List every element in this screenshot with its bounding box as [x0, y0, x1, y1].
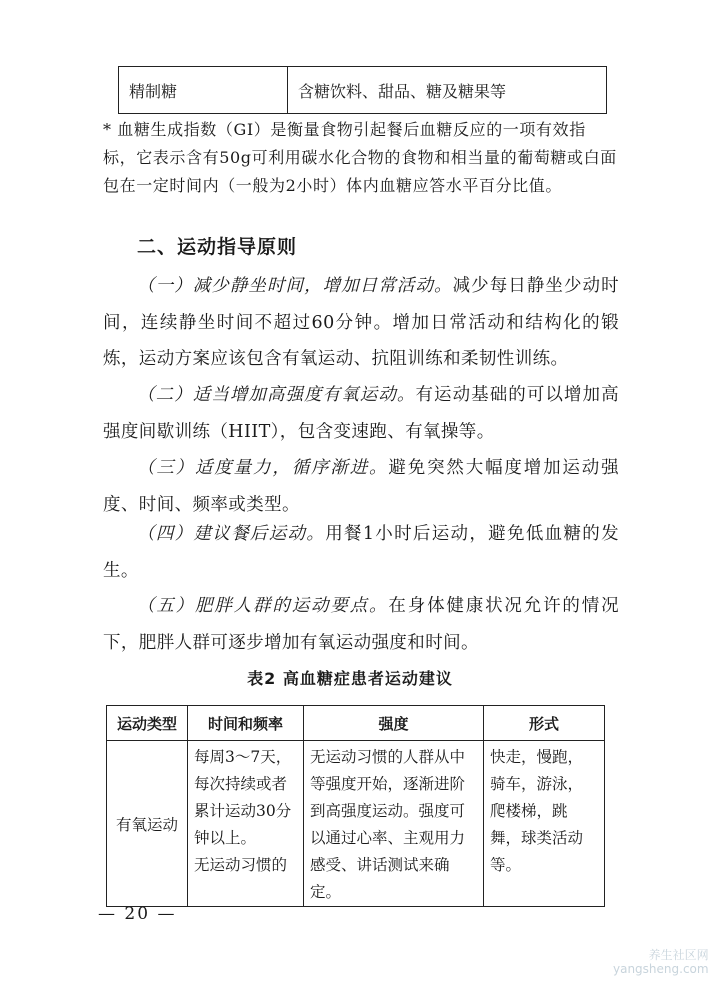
food-category-cell: 精制糖	[119, 67, 288, 114]
cell-time-text: 每周3～7天，每次持续或者累计运动30分钟以上。	[194, 748, 292, 847]
principle-lead: （二）适当增加高强度有氧运动。	[137, 385, 416, 405]
principle-body: 有运动基础的可以增加高强度间歇训练（HIIT），包含变速跑、有氧操等。	[103, 385, 620, 442]
watermark-line-1: 养生社区网	[648, 948, 709, 962]
cell-time	[188, 741, 304, 907]
cell-type: 有氧运动	[107, 741, 188, 907]
gi-footnote: * 血糖生成指数（GI）是衡量食物引起餐后血糖反应的一项有效指标，它表示含有50g可利用碳水化合物的食物和相当量的葡萄糖或白面包在一定时间内（一般为2小时）体内血糖应答水平百分比值。	[103, 120, 617, 195]
principle-lead: （三）适度量力，循序渐进。	[137, 458, 389, 478]
principle-lead: （四）建议餐后运动。	[137, 524, 326, 544]
principle-paragraph-5	[103, 588, 619, 661]
food-table-continuation	[118, 66, 607, 114]
table-row	[107, 741, 605, 907]
watermark-line-2: yangsheng.com	[613, 962, 709, 976]
table-title: 表2 高血糖症患者运动建议	[247, 669, 453, 688]
header-time: 时间和频率	[188, 706, 304, 741]
food-examples-cell: 含糖饮料、甜品、糖及糖果等	[288, 67, 607, 114]
header-intensity: 强度	[304, 706, 484, 741]
table-row	[119, 67, 607, 114]
principle-body: 减少每日静坐少动时间，连续静坐时间不超过60分钟。增加日常活动和结构化的锻炼，运动方案应该包含有氧运动、抗阻训练和柔韧性训练。	[103, 276, 619, 369]
principle-paragraph-3	[103, 450, 619, 523]
principle-body: 在身体健康状况允许的情况下，肥胖人群可逐步增加有氧运动强度和时间。	[103, 596, 619, 653]
page-number: — 20 —	[98, 904, 177, 924]
principle-lead: （五）肥胖人群的运动要点。	[137, 596, 389, 616]
cell-intensity: 无运动习惯的人群从中等强度开始，逐渐进阶到高强度运动。强度可以通过心率、主观用力感受、讲话测试来确定。	[304, 741, 484, 907]
exercise-table	[106, 705, 605, 907]
principle-lead: （一）减少静坐时间，增加日常活动。	[137, 276, 453, 296]
principle-paragraph-2	[103, 377, 619, 450]
header-form: 形式	[484, 706, 605, 741]
table-header-row	[107, 706, 605, 741]
principle-body: 避免突然大幅度增加运动强度、时间、频率或类型。	[103, 458, 619, 515]
watermark	[613, 948, 709, 976]
section-heading: 二、运动指导原则	[137, 236, 298, 258]
cell-form: 快走，慢跑，骑车，游泳，爬楼梯，跳舞，球类活动等。	[484, 741, 605, 907]
header-type: 运动类型	[107, 706, 188, 741]
cell-time-cont: 无运动习惯的	[194, 856, 288, 874]
principle-paragraph-4	[103, 516, 619, 589]
principle-paragraph-1	[103, 268, 619, 378]
principle-body: 用餐1小时后运动，避免低血糖的发生。	[103, 524, 619, 581]
